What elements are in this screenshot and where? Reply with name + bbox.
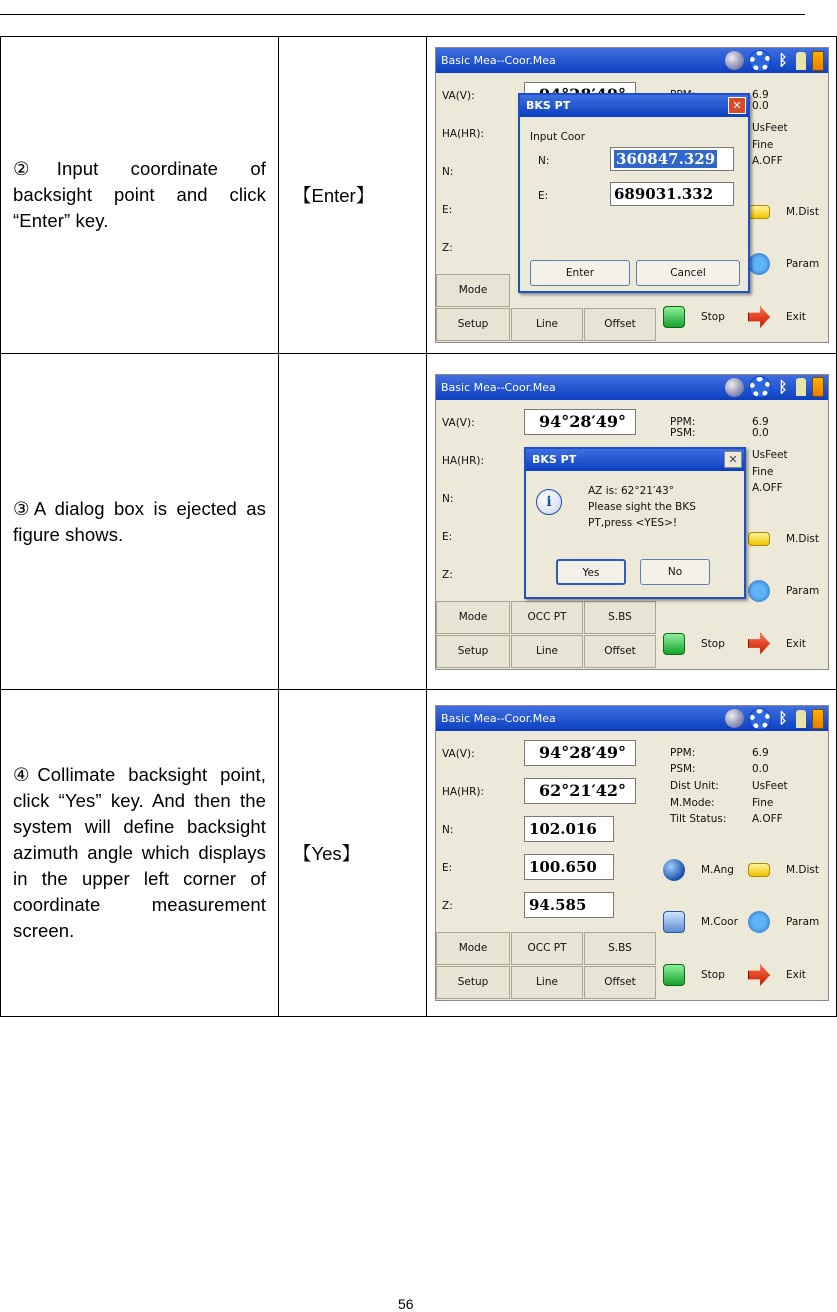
va-label: VA(V): [442,416,475,429]
z-value: 94.585 [524,892,614,918]
ha-label: HA(HR): [442,786,484,798]
psm-label: PSM: [670,763,696,775]
occ-pt-button[interactable]: OCC PT [511,932,583,965]
header-rule [0,14,805,15]
step-row [1,354,837,690]
ha-value: 62°21′42° [524,778,636,804]
device-screen [435,47,829,343]
input-coor-group-label: Input Coor [530,131,586,143]
exit-button[interactable]: Exit [746,296,829,338]
exit-arrow-icon [748,964,770,986]
message-line: Please sight the BKS [588,500,696,513]
mmode-value: Fine [752,797,774,809]
dialog-title: BKS PT [532,452,577,466]
globe-icon [663,859,685,881]
n-value: 102.016 [524,816,614,842]
message-line: AZ is: 62°21′43° [588,484,674,497]
battery-icon [812,377,824,397]
plug-icon [796,710,806,728]
e-label: E: [442,862,453,874]
bks-pt-dialog [524,447,746,599]
ruler-icon [748,205,770,219]
tilt-status-label: Tilt Status: [670,813,727,825]
n-label: N: [442,166,454,178]
ha-label: HA(HR): [442,454,484,467]
step-row [1,690,837,1017]
instruction-cell [1,37,279,354]
tilt-value: A.OFF [752,155,783,167]
key-label: 【Enter】 [293,185,375,206]
gear-icon[interactable] [750,51,770,71]
dist-unit-label: Dist Unit: [670,780,719,792]
instruction-text: ③A dialog box is ejected as figure shows. [13,497,266,545]
tilt-value: A.OFF [752,813,783,825]
key-cell [279,354,427,690]
mmode-value: Fine [752,465,774,478]
mode-button[interactable]: Mode [436,932,510,965]
stop-button[interactable]: Stop [661,954,745,996]
key-label: 【Yes】 [293,843,361,864]
plug-icon [796,52,806,70]
line-button[interactable]: Line [511,635,583,668]
dialog-title: BKS PT [526,99,571,112]
battery-icon [812,51,824,71]
window-title: Basic Mea--Coor.Mea [441,54,556,67]
stop-icon [663,964,685,986]
dist-unit-value: UsFeet [752,780,788,792]
va-label: VA(V): [442,90,475,102]
z-label: Z: [442,568,453,581]
sphere-icon[interactable] [725,378,744,397]
screenshot-cell [427,354,837,690]
screenshot-cell [427,690,837,1017]
e-label: E: [442,204,453,216]
m-dist-button[interactable]: M.Dist [746,191,829,233]
bks-pt-dialog [518,93,750,293]
dist-unit-value: UsFeet [752,122,788,134]
bluetooth-icon[interactable]: ᛒ [778,709,788,727]
message-line: PT,press <YES>! [588,516,678,529]
m-coor-button[interactable]: M.Coor [661,901,745,943]
close-icon[interactable]: ✕ [728,97,746,114]
va-label: VA(V): [442,748,475,760]
key-cell [279,37,427,354]
title-bar [436,706,828,731]
close-icon[interactable]: ✕ [724,451,742,468]
instruction-cell [1,690,279,1017]
psm-value: 0.0 [752,426,769,439]
computer-icon [663,911,685,933]
stop-icon [663,633,685,655]
no-button[interactable]: No [640,559,710,585]
s-bs-button[interactable]: S.BS [584,932,656,965]
offset-button[interactable]: Offset [584,966,656,999]
instruction-cell [1,354,279,690]
n-coordinate-field[interactable]: 360847.329 [610,147,734,171]
param-icon [748,253,770,275]
ppm-value: 6.9 [752,415,769,428]
ppm-label: PPM: [670,415,696,428]
e-value: 100.650 [524,854,614,880]
e-label: E: [442,530,453,543]
stop-icon [663,306,685,328]
window-title: Basic Mea--Coor.Mea [441,380,556,394]
page-number: 56 [398,1296,414,1312]
device-screen [435,374,829,670]
dialog-e-label: E: [538,190,549,202]
s-bs-button[interactable]: S.BS [584,601,656,634]
ha-label: HA(HR): [442,128,484,140]
mode-button[interactable]: Mode [436,274,510,307]
m-dist-button[interactable]: M.Dist [746,518,829,560]
param-button[interactable]: Param [746,901,829,943]
psm-value: 0.0 [752,100,769,112]
battery-icon [812,709,824,729]
cancel-button[interactable]: Cancel [636,260,740,286]
plug-icon [796,378,806,396]
psm-value: 0.0 [752,763,769,775]
exit-button[interactable]: Exit [746,623,829,665]
offset-button[interactable]: Offset [584,308,656,341]
window-title: Basic Mea--Coor.Mea [441,712,556,725]
bluetooth-icon[interactable]: ᛒ [778,377,788,396]
ruler-icon [748,532,770,546]
exit-arrow-icon [748,633,770,655]
n-label: N: [442,492,454,505]
steps-table [0,36,837,1017]
n-label: N: [442,824,454,836]
ppm-value: 6.9 [752,89,769,101]
param-icon [748,580,770,602]
param-button[interactable]: Param [746,243,829,285]
enter-button[interactable]: Enter [530,260,630,286]
exit-arrow-icon [748,306,770,328]
setup-button[interactable]: Setup [436,308,510,341]
title-bar [436,375,828,400]
line-button[interactable]: Line [511,308,583,341]
ppm-label: PPM: [670,747,696,759]
setup-button[interactable]: Setup [436,966,510,999]
bluetooth-icon[interactable]: ᛒ [778,51,788,69]
param-button[interactable]: Param [746,570,829,612]
dialog-n-label: N: [538,155,550,167]
z-label: Z: [442,900,453,912]
offset-button[interactable]: Offset [584,635,656,668]
m-dist-button[interactable]: M.Dist [746,849,829,891]
title-bar [436,48,828,73]
dist-unit-value: UsFeet [752,448,788,461]
info-icon: i [536,489,562,515]
mmode-value: Fine [752,139,774,151]
yes-button[interactable]: Yes [556,559,626,585]
device-screen [435,705,829,1001]
stop-button[interactable]: Stop [661,623,745,665]
param-icon [748,911,770,933]
exit-button[interactable]: Exit [746,954,829,996]
psm-label: PSM: [670,426,696,439]
key-cell [279,690,427,1017]
tilt-value: A.OFF [752,481,783,494]
sphere-icon[interactable] [725,709,744,728]
z-label: Z: [442,242,453,254]
mode-button[interactable]: Mode [436,601,510,634]
sphere-icon[interactable] [725,51,744,70]
ppm-value: 6.9 [752,747,769,759]
va-value: 94°28′49° [524,409,636,435]
ruler-icon [748,863,770,877]
step-row [1,37,837,354]
m-ang-button[interactable]: M.Ang [661,849,745,891]
stop-button[interactable]: Stop [661,296,745,338]
va-value: 94°28′49° [524,740,636,766]
e-coordinate-field[interactable]: 689031.332 [610,182,734,206]
instruction-text: ④Collimate backsight point, click “Yes” key. And then the system will define backsight azimuth angle which displays in the upper left corner of coordinate measurement screen. [13,764,266,941]
gear-icon[interactable] [750,377,770,397]
screenshot-cell [427,37,837,354]
mmode-label: M.Mode: [670,797,715,809]
setup-button[interactable]: Setup [436,635,510,668]
occ-pt-button[interactable]: OCC PT [511,601,583,634]
instruction-text: ②Input coordinate of backsight point and click “Enter” key. [13,158,266,231]
gear-icon[interactable] [750,709,770,729]
line-button[interactable]: Line [511,966,583,999]
